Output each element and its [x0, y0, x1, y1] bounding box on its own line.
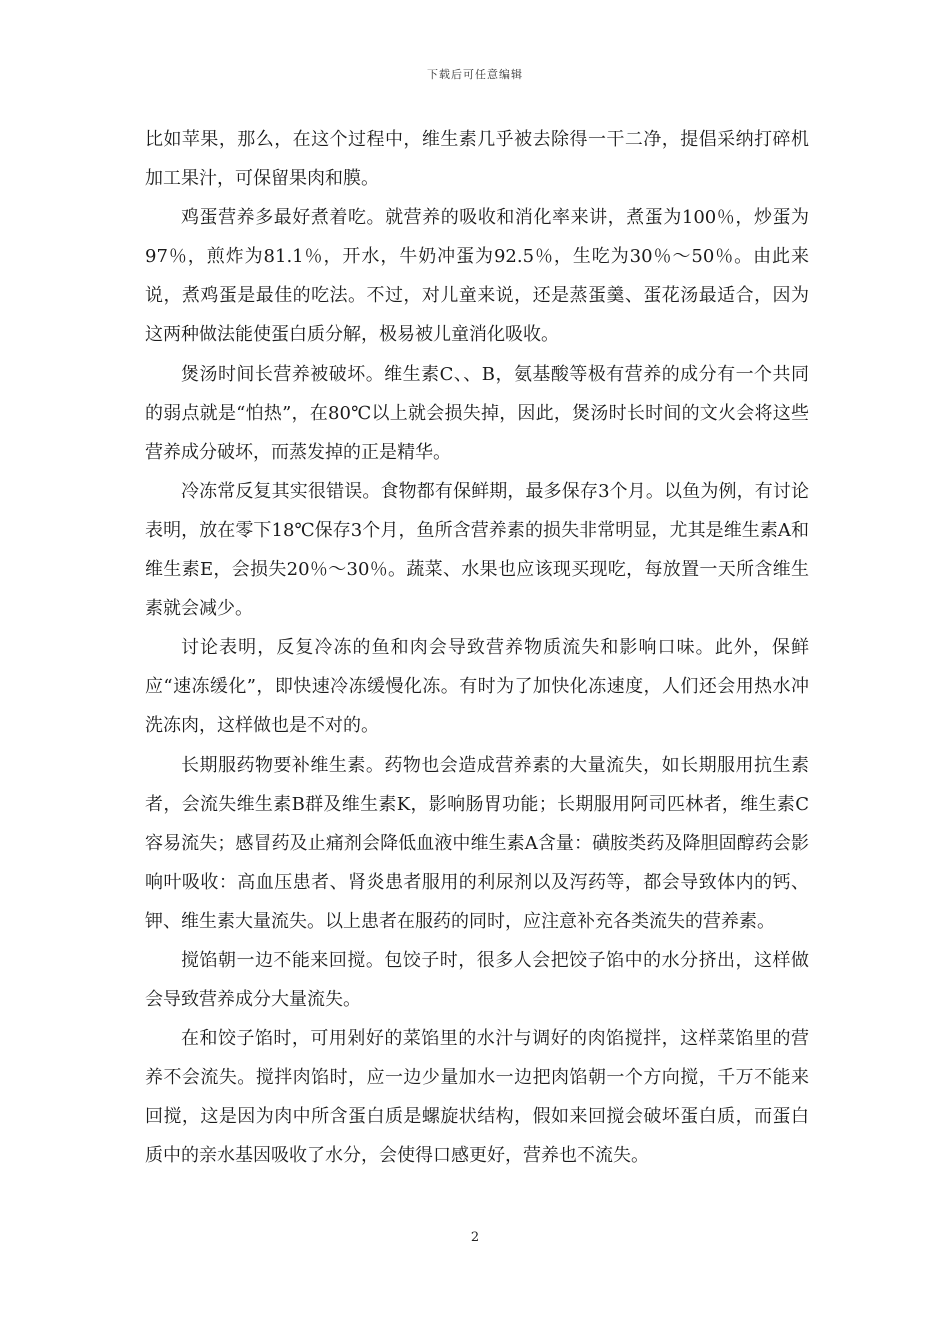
paragraph-soup: 煲汤时间长营养被破坏。维生素C、、B，氨基酸等极有营养的成分有一个共同的弱点就是“怕热”，在80℃以上就会损失掉，因此，煲汤时长时间的文火会将这些营养成分破坏，而蒸发掉的正是精华。 [145, 363, 809, 463]
paragraph-continuation: 比如苹果，那么，在这个过程中，维生素几乎被去除得一干二净，提倡采纳打碎机加工果汁，可保留果肉和膜。 [145, 129, 809, 190]
paragraph-thawing: 讨论表明，反复冷冻的鱼和肉会导致营养物质流失和影响口味。此外，保鲜应“速冻缓化”，即快速冷冻缓慢化冻。有时为了加快化冻速度，人们还会用热水冲洗冻肉，这样做也是不对的。 [145, 637, 809, 737]
paragraph-stirring: 搅馅朝一边不能来回搅。包饺子时，很多人会把饺子馅中的水分挤出，这样做会导致营养成分大量流失。 [145, 949, 809, 1011]
page-header: 下载后可任意编辑 [427, 68, 523, 81]
paragraph-eggs: 鸡蛋营养多最好煮着吃。就营养的吸收和消化率来讲，煮蛋为100％，炒蛋为97％，煎炸为81.1％，开水，牛奶冲蛋为92.5％，生吃为30％～50％。由此来说，煮鸡蛋是最佳的吃法。不过，对儿童来说，还是蒸蛋羹、蛋花汤最适合，因为这两种做法能使蛋白质分解，极易被儿童消化吸收。 [145, 207, 809, 346]
document-body [145, 120, 809, 1176]
page-number: 2 [470, 1230, 480, 1245]
paragraph-medication: 长期服药物要补维生素。药物也会造成营养素的大量流失，如长期服用抗生素者，会流失维生素B群及维生素K，影响肠胃功能；长期服用阿司匹林者，维生素C容易流失；感冒药及止痛剂会降低血液中维生素A含量：磺胺类药及降胆固醇药会影响叶吸收：高血压患者、肾炎患者服用的利尿剂以及泻药等，都会导致体内的钙、钾、维生素大量流失。以上患者在服药的同时，应注意补充各类流失的营养素。 [145, 754, 809, 932]
paragraph-dumpling-filling: 在和饺子馅时，可用剁好的菜馅里的水汁与调好的肉馅搅拌，这样菜馅里的营养不会流失。搅拌肉馅时，应一边少量加水一边把肉馅朝一个方向搅，千万不能来回搅，这是因为肉中所含蛋白质是螺旋状结构，假如来回搅会破坏蛋白质，而蛋白质中的亲水基因吸收了水分，会使得口感更好，营养也不流失。 [145, 1028, 809, 1167]
paragraph-freezing: 冷冻常反复其实很错误。食物都有保鲜期，最多保存3个月。以鱼为例，有讨论表明，放在零下18℃保存3个月，鱼所含营养素的损失非常明显，尤其是维生素A和维生素E，会损失20％～30％。蔬菜、水果也应该现买现吃，每放置一天所含维生素就会减少。 [145, 480, 809, 620]
